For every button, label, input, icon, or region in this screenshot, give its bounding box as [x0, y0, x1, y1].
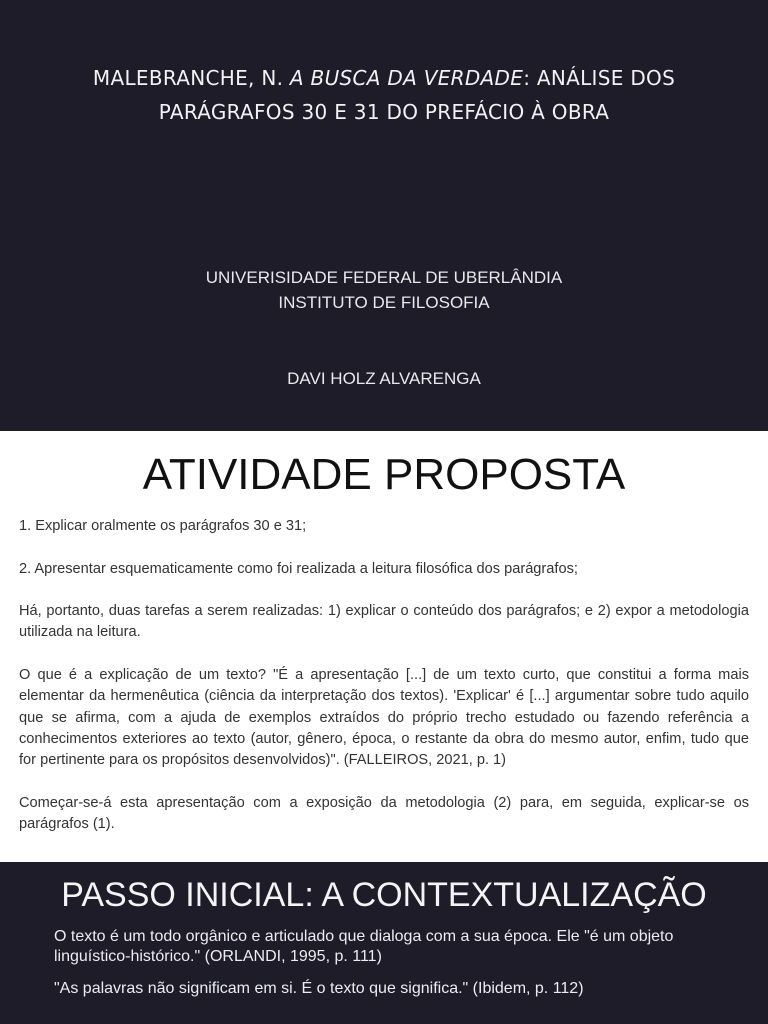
context-slide: [0, 862, 768, 1024]
title-part-author: MALEBRANCHE, N.: [92, 66, 290, 90]
institution-block: [0, 265, 768, 315]
institution-university: UNIVERISIDADE FEDERAL DE UBERLÂNDIA: [205, 268, 563, 287]
title-book-name: A BUSCA DA VERDADE: [289, 66, 524, 90]
institution-institute: INSTITUTO DE FILOSOFIA: [278, 293, 490, 312]
activity-tasks-paragraph: Há, portanto, duas tarefas a serem realizadas: 1) explicar o conteúdo dos parágrafos; e 2) expor a metodologia utilizada na leitura.: [19, 603, 749, 641]
activity-explanation-paragraph: O que é a explicação de um texto? "É a apresentação [...] de um texto curto, que constitui a forma mais elementar da hermenêutica (ciência da interpretação dos textos). 'Explicar' é [...] argumentar sobre tudo aquilo que se afirma, com a ajuda de exemplos extraídos do próprio trecho estudado ou fazendo referência a conhecimentos exteriores ao texto (autor, gênero, época, o restante da obra do mesmo autor, enfim, tudo que for pertinente para os propósitos desenvolvidos)". (FALLEIROS, 2021, p. 1): [19, 667, 749, 769]
activity-item-2: 2. Apresentar esquematicamente como foi realizada a leitura filosófica dos parágrafos;: [19, 560, 578, 577]
activity-item-1: 1. Explicar oralmente os parágrafos 30 e 31;: [19, 518, 307, 534]
author-name: DAVI HOLZ ALVARENGA: [287, 369, 481, 388]
context-body: [54, 927, 728, 1011]
context-paragraph-2: "As palavras não significam em si. É o texto que significa." (Ibidem, p. 112): [54, 980, 584, 997]
title-part-subject: : ANÁLISE DOS PARÁGRAFOS 30 E 31 DO PREFÁCIO À OBRA: [158, 66, 676, 124]
context-heading: PASSO INICIAL: A CONTEXTUALIZAÇÃO: [61, 876, 707, 914]
activity-order-paragraph: Começar-se-á esta apresentação com a exposição da metodologia (2) para, em seguida, explicar-se os parágrafos (1).: [19, 794, 749, 833]
activity-heading: ATIVIDADE PROPOSTA: [142, 450, 626, 499]
activity-body: [19, 516, 749, 857]
title-slide: [0, 0, 768, 431]
context-paragraph-1: O texto é um todo orgânico e articulado que dialoga com a sua época. Ele "é um objeto linguístico-histórico." (ORLANDI, 1995, p. 111): [54, 928, 674, 965]
activity-slide: [0, 431, 768, 862]
presentation-title: [40, 61, 728, 129]
